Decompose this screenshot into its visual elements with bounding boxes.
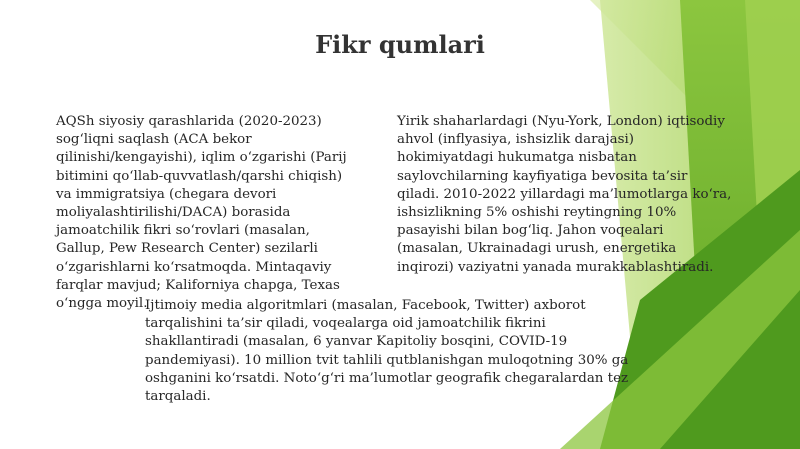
left-text-block: AQSh siyosiy qarashlarida (2020-2023) sog‘liqni saqlash (ACA bekor qilinishi/kengayishi), iqlim o‘zgarishi (Parij bitimini qo‘llab-quvvatlash/qarshi chiqish) va immigratsiya (chegara devori moliyalashtirilishi/DACA) borasida jamoatchilik fikri so‘rovlari (masalan, Gallup, Pew Research Center) sezilarli o‘zgarishlarni ko‘rsatmoqda. Mintaqaviy farqlar mavjud; Kaliforniya chapga, Texas o‘ngga moyil. (56, 114, 347, 312)
slide-title (0, 30, 800, 59)
bottom-text-block: Ijtimoiy media algoritmlari (masalan, Facebook, Twitter) axborot tarqalishini ta’sir qiladi, voqealarga oid jamoatchilik fikrini shakllantiradi (masalan, 6 yanvar Kapitoliy bosqini, COVID-19 pandemiyasi). 10 million tvit tahlili qutblanishgan muloqotning 30% ga oshganini ko‘rsatdi. Noto‘g‘ri ma’lumotlar geografik chegaralardan tez tarqaladi. (145, 298, 629, 405)
slide-title-text: Fikr qumlari (315, 30, 485, 59)
right-text-block: Yirik shaharlardagi (Nyu-York, London) iqtisodiy ahvol (inflyasiya, ishsizlik darajasi) hokimiyatdagi hukumatga nisbatan saylovchilarning kayfiyatiga bevosita ta’sir qiladi. 2010-2022 yillardagi ma’lumotlarga ko‘ra, ishsizlikning 5% oshishi reytingning 10% pasayishi bilan bog‘liq. Jahon voqealari (masalan, Ukrainadagi urush, energetika inqirozi) vaziyatni yanada murakkablashtiradi. (397, 114, 732, 275)
